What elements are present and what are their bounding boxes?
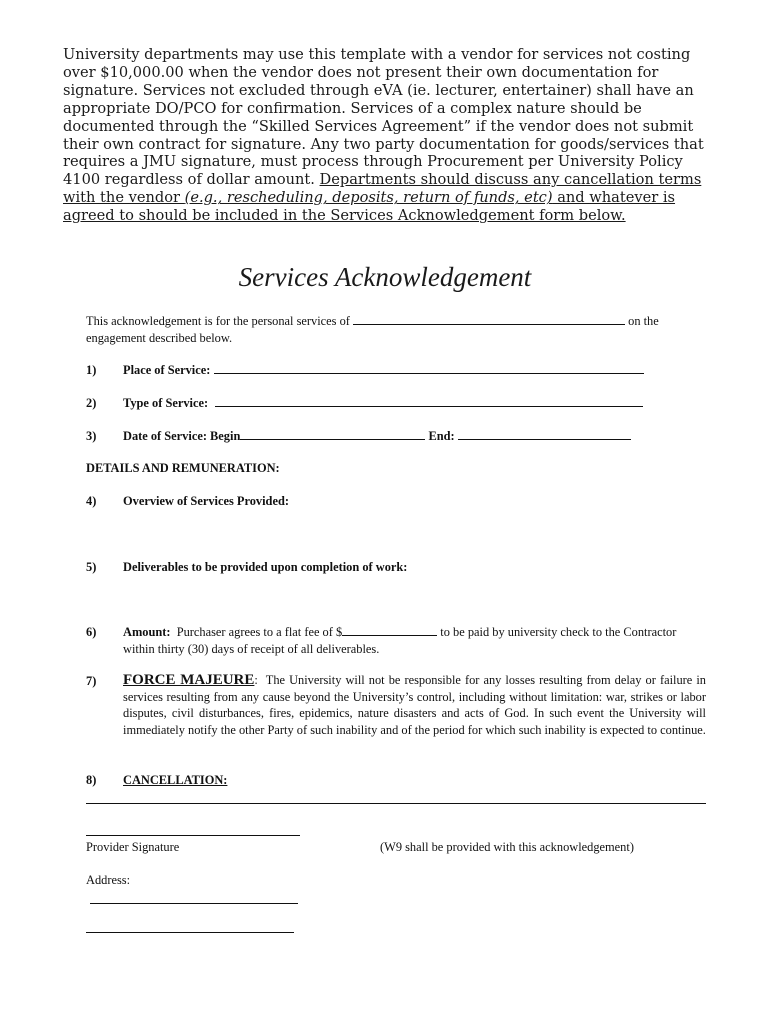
force-majeure-label: FORCE MAJEURE (123, 672, 255, 688)
w9-note: (W9 shall be provided with this acknowledgement) (380, 840, 634, 854)
intro-note-examples: (e.g., rescheduling, deposits, return of funds, etc) (184, 189, 553, 207)
intro-text: University departments may use this template with a vendor for services not costing over $10,000.00 when the vendor does not present their own documentation for signature. Services not excluded through eVA (ie. lecturer, entertainer) shall have an appropriate DO/PCO for confirmation. Services of a complex nature should be documented through the “Skilled Services Agreement” if the vendor does not submit their own contract for signature. Any two party documentation for goods/services that requires a JMU signature, must process through Procurement per University Policy 4100 regardless of dollar amount. (63, 46, 704, 189)
type-of-service-label: Type of Service: (123, 396, 209, 410)
item-5-number: 5) (86, 560, 97, 574)
amount-fee-field[interactable] (342, 624, 437, 636)
amount-text-b: to be paid by university check to the Contractor within thirty (30) days of receipt of all deliverables. (123, 625, 677, 656)
place-of-service-label: Place of Service: (123, 363, 211, 377)
vendor-name-field[interactable] (353, 313, 625, 325)
place-of-service-field[interactable] (214, 362, 644, 374)
address-line-1[interactable] (90, 903, 298, 904)
details-heading: DETAILS AND REMUNERATION: (86, 461, 280, 475)
date-end-label: End: (428, 429, 455, 443)
amount-label: Amount: (123, 625, 171, 639)
date-begin-field[interactable] (240, 428, 425, 440)
item-1-number: 1) (86, 363, 97, 377)
address-line-2[interactable] (86, 932, 294, 933)
cancellation-label: CANCELLATION: (123, 773, 228, 787)
opening-statement (86, 313, 696, 346)
type-of-service-field[interactable] (215, 395, 643, 407)
opening-suffix: on the engagement described below. (86, 314, 659, 345)
date-begin-label: Date of Service: Begin (123, 429, 241, 443)
force-majeure-clause (123, 672, 706, 738)
address-label: Address: (86, 873, 131, 887)
date-of-service-row (123, 428, 631, 445)
cancellation-terms-line[interactable] (86, 803, 706, 804)
item-4-number: 4) (86, 494, 97, 508)
force-majeure-colon: : (254, 673, 258, 687)
date-end-field[interactable] (458, 428, 631, 440)
force-majeure-text: The University will not be responsible for any losses resulting from delay or failure in services resulting from any cause beyond the University’s control, including without limitation: war, strikes or labor disputes, civil disturbances, fires, epidemics, nature disasters and acts of God. In such event the University will immediately notify the other Party of such inability and of the period for which such inability is expected to continue. (123, 673, 706, 737)
provider-signature-label: Provider Signature (86, 840, 180, 854)
deliverables-label: Deliverables to be provided upon completion of work: (123, 560, 408, 574)
intro-paragraph (63, 46, 723, 225)
item-2-number: 2) (86, 396, 97, 410)
provider-signature-line[interactable] (86, 835, 300, 836)
amount-text-a: Purchaser agrees to a flat fee of $ (176, 625, 343, 639)
amount-clause (123, 624, 683, 657)
item-6-number: 6) (86, 625, 97, 639)
place-of-service-row (123, 362, 644, 379)
page-title: Services Acknowledgement (238, 262, 532, 292)
overview-label: Overview of Services Provided: (123, 494, 289, 508)
intro-note-start: Departments should discuss any cancellation terms with the vendor (63, 171, 702, 207)
opening-prefix: This acknowledgement is for the personal services of (86, 314, 350, 328)
item-7-number: 7) (86, 674, 97, 688)
item-8-number: 8) (86, 773, 97, 787)
intro-note-end: and whatever is agreed to should be included in the Services Acknowledgement form below. (63, 189, 676, 225)
type-of-service-row (123, 395, 643, 412)
item-3-number: 3) (86, 429, 97, 443)
